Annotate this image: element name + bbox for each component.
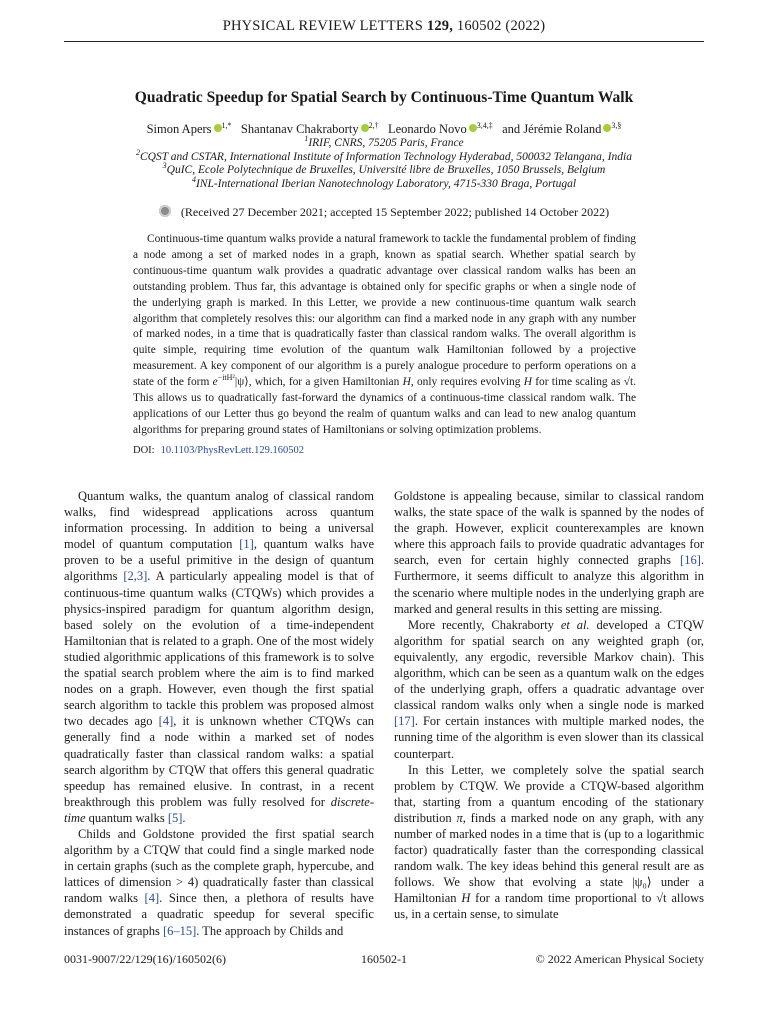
author-name: Shantanav Chakraborty [240, 122, 359, 136]
citation-link[interactable]: [2,3] [123, 569, 148, 584]
page-number: 160502-1 [361, 952, 407, 966]
body-paragraph: Quantum walks, the quantum analog of classical random walks, find widespread applications across quantum information processing. In addition to being a universal model of quantum computation [1], quantum walks have proven to be a useful primitive in the design of quantum algorithms [2,3]. A particularly appealing model is that of continuous-time quantum walks (CTQWs) which provides a physics-inspired paradigm for quantum algorithm design, based solely on the evolution of a time-independent Hamiltonian that is related to a graph. One of the most widely studied algorithmic applications of this framework is to solve the spatial search problem where the aim is to find marked nodes on a graph. However, even though the first spatial search algorithm to tackle this problem was proposed almost two decades ago [4], it is unknown whether CTQWs can generally find a node within a marked set of nodes quadratically faster than classical random walks: a spatial search algorithm by CTQW that offers this general quadratic speedup has remained elusive. In contrast, in a recent breakthrough this problem was fully resolved for discrete-time quantum walks [5]. [64, 489, 375, 825]
author-affil-mark: 3,§ [611, 121, 622, 130]
citation-link[interactable]: [16] [680, 553, 701, 568]
doi-label: DOI: [133, 445, 155, 456]
abstract [133, 232, 636, 439]
doi-link[interactable]: 10.1103/PhysRevLett.129.160502 [160, 445, 304, 456]
author-separator: and [502, 122, 521, 136]
journal-name: PHYSICAL REVIEW LETTERS [222, 18, 424, 34]
author-name: Jérémie Roland [523, 122, 602, 136]
body-paragraph: More recently, Chakraborty et al. developed a CTQW algorithm for spatial search on any weighted graph (or, equivalently, any ergodic, reversible Markov chain). This algorithm, which can be seen as a quantum walk on the edges of the underlying graph, offers a quadratic advantage over classical random walks only when a single node is marked [17]. For certain instances with multiple marked nodes, the running time of the algorithm is even slower than its classical counterpart. [394, 617, 705, 761]
header-rule [64, 41, 704, 42]
publication-history [40, 205, 728, 220]
citation-link[interactable]: [6–15] [162, 923, 197, 938]
citation-link[interactable]: [17] [394, 714, 415, 729]
abstract-text: Continuous-time quantum walks provide a natural framework to tackle the fundamental problem of finding a node among a set of marked nodes in a graph, known as spatial search. Whether spatial search by continuous-time quantum walk provides a quadratic advantage over classical random walks has been an outstanding problem. Thus far, this advantage is obtained only for specific graphs or when a single node of the underlying graph is marked. In this Letter, we provide a new continuous-time quantum walk search algorithm that completely resolves this: our algorithm can find a marked node in any graph with any number of marked nodes, in a time that is quadratically faster than classical random walks. The overall algorithm is quite simple, requiring time evolution of the quantum walk Hamiltonian followed by a projective measurement. A key component of our algorithm is a purely analogue procedure to perform operations on a state of the form $e^{-itH^2}|\psi⟩$, which, for a given Hamiltonian H, only requires evolving H for time scaling as √t. This allows us to quadratically fast-forward the dynamics of a continuous-time classical random walk. The applications of our Letter thus go beyond the realm of quantum walks and can lead to new analog quantum algorithms for preparing ground states of Hamiltonians or solving optimization problems. [133, 233, 636, 436]
affiliation: $^3$QuIC, Ecole Polytechnique de Bruxelles, Université libre de Bruxelles, 1050 Brussels, Belgium [162, 161, 606, 177]
affiliation: $^4$INL-International Iberian Nanotechnology Laboratory, 4715-330 Braga, Portugal [191, 174, 577, 190]
author-name: Leonardo Novo [387, 122, 467, 136]
orcid-icon[interactable] [214, 124, 222, 132]
crossmark-icon[interactable] [159, 205, 171, 217]
affiliation: $^2$CQST and CSTAR, International Institute of Information Technology Hyderabad, 500032 Telangana, India [136, 147, 632, 163]
paper-title: Quadratic Speedup for Spatial Search by Continuous-Time Quantum Walk [134, 89, 634, 106]
orcid-icon[interactable] [469, 124, 477, 132]
author-affil-mark: 3,4,‡ [476, 121, 493, 130]
body-paragraph: Goldstone is appealing because, similar to classical random walks, the state space of the walk is spanned by the nodes of the graph. However, explicit counterexamples are known where this approach fails to provide quadratic advantages for search, even for certain highly connected graphs [16]. Furthermore, it seems difficult to analyze this algorithm in the scenario where multiple nodes in the underlying graph are marked and general results in this setting are missing. [394, 489, 704, 616]
orcid-icon[interactable] [361, 124, 369, 132]
running-header [64, 18, 704, 35]
received-dates: (Received 27 December 2021; accepted 15 September 2022; published 14 October 2022) [180, 205, 610, 219]
affiliation: $^1$IRIF, CNRS, 75205 Paris, France [304, 134, 464, 149]
citation-link[interactable]: [4] [158, 714, 174, 729]
author-affil-mark: 2,† [368, 121, 379, 130]
author-list [40, 121, 728, 138]
body-column-left [64, 488, 374, 939]
article-number: 160502 (2022) [456, 18, 546, 34]
author-affil-mark: 1,* [221, 121, 232, 130]
citation-link[interactable]: [5] [167, 810, 183, 825]
citation-link[interactable]: [4] [144, 891, 160, 906]
copyright: © 2022 American Physical Society [535, 952, 704, 966]
body-column-right [394, 488, 704, 923]
affiliations [40, 134, 728, 191]
volume-number: 129, [426, 18, 454, 34]
body-paragraph: Childs and Goldstone provided the first spatial search algorithm by a CTQW that could find a single marked node in certain graphs (such as the complete graph, hypercube, and lattices of dimension > 4) quadratically faster than classical random walks [4]. Since then, a plethora of results have demonstrated a quadratic speedup for several specific instances of graphs [6–15]. The approach by Childs and [64, 826, 374, 938]
doi-line [133, 445, 304, 456]
citation-link[interactable]: [1] [239, 537, 254, 552]
body-paragraph: In this Letter, we completely solve the spatial search problem by CTQW. We provide a CTQW-based algorithm that, starting from a quantum encoding of the stationary distribution π, finds a marked node on any graph, with any number of marked nodes in a time that is (up to a logarithmic factor) quadratically faster than the corresponding classical random walk. The key ideas behind this general result are as follows. We show that evolving a state |ψ₀⟩ under a Hamiltonian H for a random time proportional to √t allows us, in a certain sense, to simulate [394, 762, 704, 922]
author-name: Simon Apers [146, 122, 212, 136]
footer-code: 0031-9007/22/129(16)/160502(6) [64, 952, 226, 966]
